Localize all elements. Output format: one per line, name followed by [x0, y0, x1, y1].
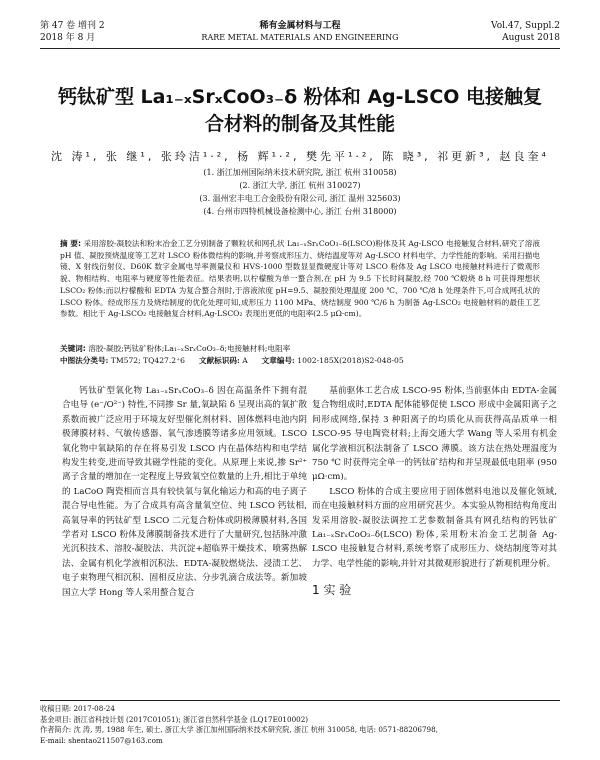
- article-id: 文章编号: 1002-185X(2018)S2-048-05: [261, 356, 404, 365]
- header-volume: 第 47 卷 增刊 2 2018 年 8 月: [40, 21, 105, 43]
- classification-row: [60, 355, 540, 367]
- clc-code: 中图法分类号: TM572; TQ427.2⁺6: [60, 356, 185, 365]
- paragraph: 基前驱体工艺合成 LSCO-95 粉体,当前驱体由 EDTA-金属复合物组成时,EDTA 配体能够促使 LSCO 形成中金属阳离子之间形成网络,保持 3 种阳离子的均质化从而获得高品质单一相 LSCO-95 导电陶瓷材料;上海交通大学 Wang 等人采用有机金属化学液相沉积法制备了 LSCO 薄膜。该方法在热处理温度为 750 ℃ 时获得完全单一的钙钛矿结构和并呈现最低电阻率 (950 μΩ·cm)。: [312, 386, 557, 483]
- header-issue: Vol.47, Suppl.2 August 2018: [491, 21, 560, 43]
- body-right-column: [312, 384, 557, 598]
- doc-code: 文献标识码: A: [198, 356, 248, 365]
- abstract: [60, 238, 540, 320]
- keywords: 关键词: 溶胶-凝胶;钙钛矿粉体;La₁₋ₓSrₓCoO₃₋δ;电接触材料;电阻率: [60, 344, 291, 353]
- abstract-label: 摘 要:: [60, 239, 81, 248]
- paragraph: LSCO 粉体的合成主要应用于固体燃料电池以及催化领域,而在电接触材料方面的应用研究甚少。本实验从物相结构角度出发采用溶胶-凝胶法调控工艺参数制备具有网孔结构的钙钛矿 La₁₋ₓSrₓCoO₃₋δ(LSCO) 粉体,采用粉末冶金工艺制备 Ag-LSCO 电接触复合材料,系统考察了成形压力、烧结制度等对其力学、电学性能的影响,并针对其微观形貌进行了新观机理分析。: [312, 486, 557, 569]
- paper-title: 钙钛矿型 La₁₋ₓSrₓCoO₃₋δ 粉体和 Ag-LSCO 电接触复 合材料的制备及其性能: [57, 86, 543, 135]
- footnotes: 收稿日期: 2017-08-24 基金项目: 浙江省科技计划 (2017C01051); 浙江省自然科学基金 (LQ17E010002) 作者简介: 沈 涛, 男, 1988 年生, 硕士, 浙江大学 浙江加州国际纳米技术研究院, 浙江 杭州 310058, 电话: 0571-88206798, E-mail: shentao211507@163.com: [40, 700, 560, 746]
- abstract-text: 采用溶胶-凝胶法和粉末冶金工艺分别制备了颗粒状和网孔状 La₁₋ₓSrₓCoO₃₋δ(LSCO)粉体及其 Ag-LSCO 电接触复合材料,研究了溶液 pH 值、凝胶预烧温度等工艺对 LSCO 粉体微结构的影响,并考察成形压力、烧结温度等对 Ag-LSCO 材料电学、力学性能的影响。采用扫描电镜、X 射线衍射仪、D60K 数字金属电导率测量仪和 HVS-1000 型数显显微硬度计等对 LSCO 粉体及 Ag LSCO 电接触材料进行了微观形貌、物相结构、电阻率与硬度等性能表征。结果表明,以柠檬酸为单一螯合剂,在 pH 为 9.5 下长时间凝胶,经 700 ℃煅烧 8 h 可获得理想状 LSCO₂ 粉体;而以柠檬酸和 EDTA 为复合螯合剂时,于溶液浓度 pH=9.5、凝胶预处理温度 200 ℃、700 ℃/8 h 处理条件下,可合成网孔状的 LSCO 粉体。经成形压力及烧结制度的优化处理可知,成形压力 1100 MPa、烧结制度 900 ℃/6 h 为制备 Ag-LSCO₂ 电接触材料的最佳工艺参数。相比于 Ag-LSCO₂ 电接触复合材料,Ag-LSCO₂ 表现出更低的电阻率(2.5 μΩ·cm)。: [60, 239, 541, 319]
- body-left-column: [62, 384, 307, 600]
- author-list: 沈 涛¹, 张 继¹, 张玲洁¹·², 杨 辉¹·², 樊先平¹·², 陈 晓³, 祁更新³, 赵良奎⁴: [51, 150, 549, 163]
- running-header: [40, 20, 560, 49]
- keywords-block: [60, 343, 540, 367]
- affiliations: (1. 浙江加州国际纳米技术研究院, 浙江 杭州 310058) (2. 浙江大学, 浙江 杭州 310027) (3. 温州宏丰电工合金股份有限公司, 浙江 温州 325603) (4. 台州市四特机械设备检测中心, 浙江 台州 318000): [199, 168, 401, 216]
- section-heading: 1 实 验: [312, 583, 352, 598]
- paragraph: 钙钛矿型氧化物 La₁₋ₓSrₓCoO₃₋δ 因在高温条件下拥有混合电导 (e⁻/O²⁻) 特性,不同掺 Sr 量,氧缺陷 δ 呈现出高的氧扩散系数而被广泛应用于环境友好型催化剂材料、固体燃料电池内阴极薄膜材料、气敏传感器、氧气渗透膜等诸多应用领域。LSCO 氧化物中氧缺陷的存在将易引发 LSCO 内在晶体结构和电学结构发生转变,进而导致其磁学性能的变化。从原理上来说,掺 Sr²⁺ 离子含量的增加在一定程度上导致氧空位数量的上升,相比于单纯的 LaCoO 陶瓷相而言具有较快氧与氧化输运力和高的电子离子混合导电性能。为了合成具有高含量氧空位、纯 LSCO 钙钛相,高氧导率的钙钛矿型 LSCO 二元复合粉体或阴极薄膜材料,各国学者对 LSCO 粉体及薄膜制备技术进行了大量研究,包括脉冲激光沉积技术、溶胶-凝胶法、共沉淀+超临界干燥技术、喷雾热解法、金属有机化学液相沉积法、EDTA-凝胶燃烧法、浸渍工艺、电子束物理气相沉积、固相反应法、分步乳滴合成法等。新加坡国立大学 Hong 等人采用螯合复合: [62, 386, 307, 598]
- header-journal: 稀有金属材料与工程 RARE METAL MATERIALS AND ENGINEERING: [201, 21, 399, 42]
